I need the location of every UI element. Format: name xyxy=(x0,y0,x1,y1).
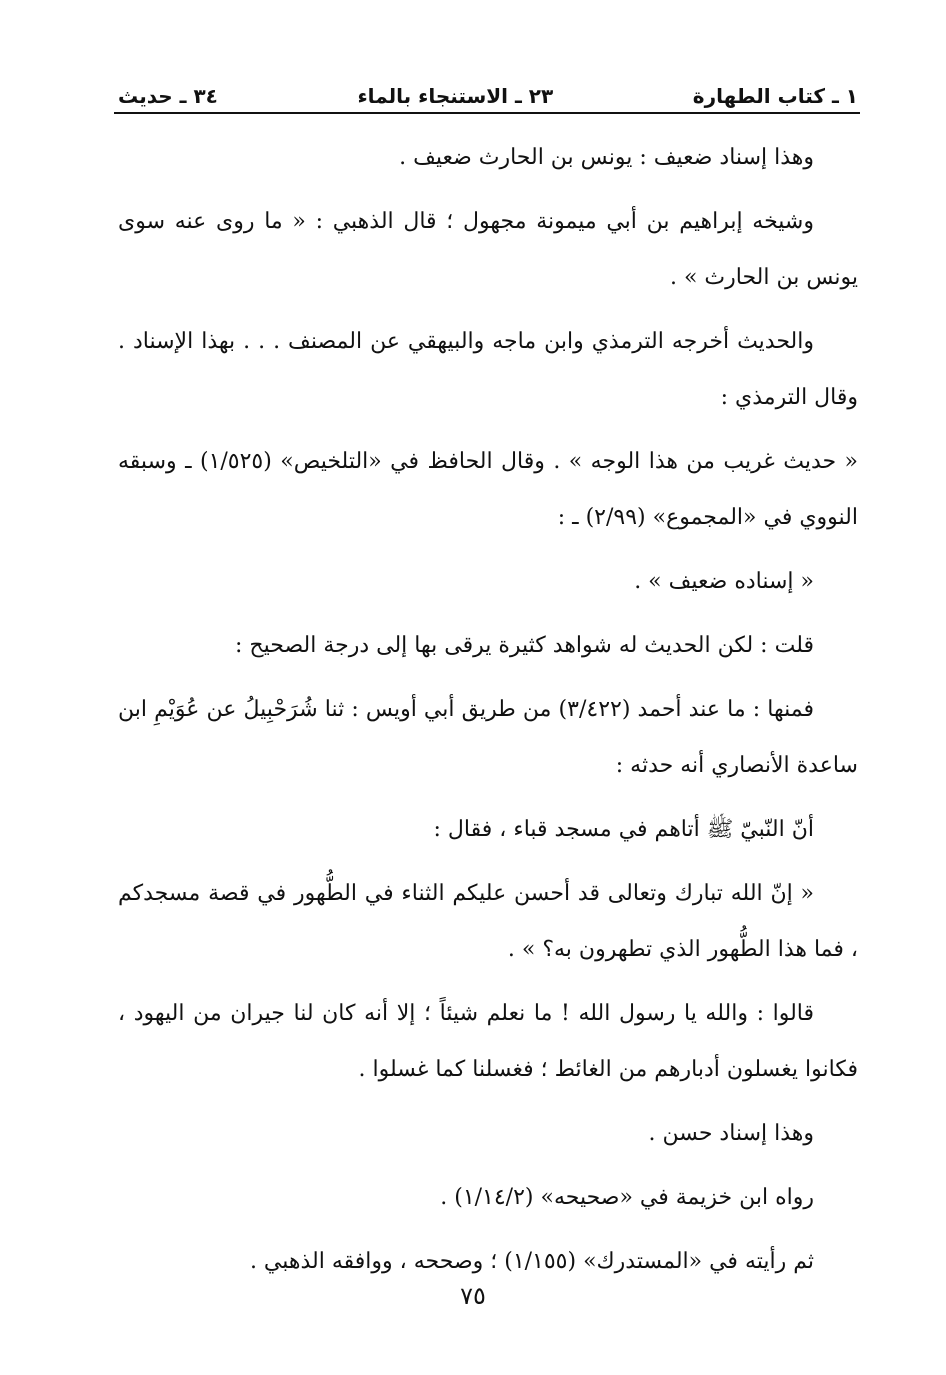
paragraph: « إنّ الله تبارك وتعالى قد أحسن عليكم الثناء في الطُّهور في قصة مسجدكم ، فما هذا الطُّهور الذي تطهرون به؟ » . xyxy=(118,881,858,962)
paragraph: ثم رأيته في «المستدرك» (١/١٥٥) ؛ وصححه ، ووافقه الذهبي . xyxy=(249,1249,814,1274)
paragraph: وهذا إسناد ضعيف : يونس بن الحارث ضعيف . xyxy=(399,145,814,170)
paragraph: قلت : لكن الحديث له شواهد كثيرة يرقى بها إلى درجة الصحيح : xyxy=(235,633,814,658)
header-book-title: ١ ـ كتاب الطهارة xyxy=(692,84,858,108)
paragraph: وهذا إسناد حسن . xyxy=(648,1121,814,1146)
header-divider xyxy=(114,112,860,114)
paragraph: فمنها : ما عند أحمد (٣/٤٢٢) من طريق أبي أويس : ثنا شُرَحْبِيلُ عن عُوَيْمِ ابن ساعدة الأنصاري أنه حدثه : xyxy=(118,697,858,778)
header-chapter-title: ٢٣ ـ الاستنجاء بالماء xyxy=(357,84,554,108)
header-hadith-number: ٣٤ ـ حديث xyxy=(118,84,218,108)
page-body xyxy=(118,130,858,1298)
paragraph: والحديث أخرجه الترمذي وابن ماجه والبيهقي عن المصنف . . . بهذا الإسناد . وقال الترمذي : xyxy=(118,329,858,410)
paragraph: أنّ النّبيّ ﷺ أتاهم في مسجد قباء ، فقال : xyxy=(433,817,814,842)
paragraph: قالوا : والله يا رسول الله ! ما نعلم شيئاً ؛ إلا أنه كان لنا جيران من اليهود ، فكانوا يغسلون أدبارهم من الغائط ؛ فغسلنا كما غسلوا . xyxy=(118,1001,858,1082)
page-number: ٧٥ xyxy=(460,1282,486,1310)
paragraph: رواه ابن خزيمة في «صحيحه» (١/١٤/٢) . xyxy=(440,1185,814,1210)
paragraph: « حديث غريب من هذا الوجه » . وقال الحافظ في «التلخيص» (١/٥٢٥) ـ وسبقه النووي في «المجموع» (٢/٩٩) ـ : xyxy=(118,449,859,530)
paragraph: وشيخه إبراهيم بن أبي ميمونة مجهول ؛ قال الذهبي : « ما روى عنه سوى يونس بن الحارث » . xyxy=(118,209,858,290)
running-header xyxy=(118,68,858,108)
paragraph: « إسناده ضعيف » . xyxy=(634,569,814,594)
